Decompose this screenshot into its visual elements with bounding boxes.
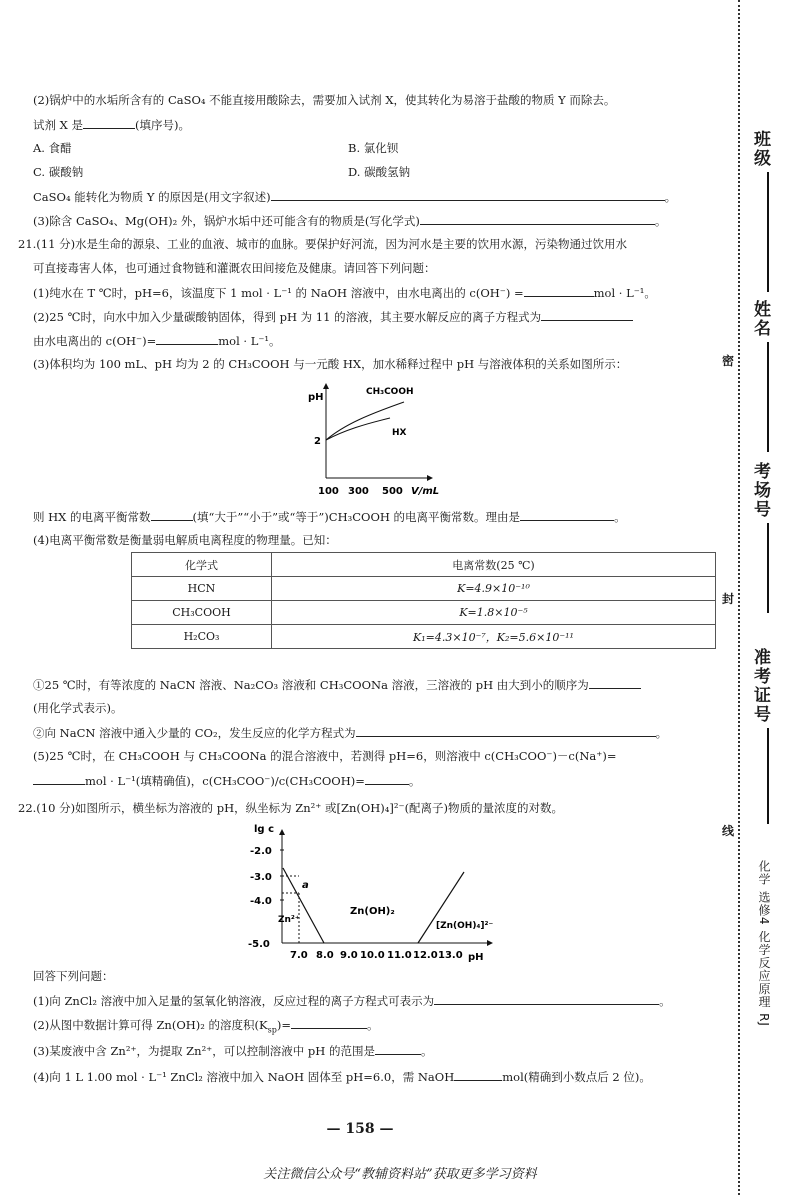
region-hydroxide-label: Zn(OH)₂ bbox=[350, 906, 395, 917]
ticket-label: 准考证号 bbox=[750, 648, 770, 724]
class-underline bbox=[767, 172, 769, 292]
x-tick-label: 13.0 bbox=[438, 950, 463, 961]
answer-blank[interactable] bbox=[524, 284, 594, 297]
region-complex-label: [Zn(OH)₄]²⁻ bbox=[436, 921, 494, 931]
series-ch3cooh-label: CH₃COOH bbox=[366, 387, 414, 397]
x-tick-label: 300 bbox=[348, 486, 369, 497]
class-label: 班级 bbox=[750, 130, 770, 168]
ionization-constants-table bbox=[131, 552, 716, 649]
q22-answer-prompt: 回答下列问题： bbox=[33, 969, 114, 983]
q22-part3: (3)某废液中含 Zn²⁺，为提取 Zn²⁺，可以控制溶液中 pH 的范围是 。 bbox=[33, 1044, 433, 1058]
x-tick-label: 10.0 bbox=[360, 950, 385, 961]
y-tick-label: -4.0 bbox=[250, 896, 272, 907]
x-tick-label: 9.0 bbox=[340, 950, 358, 961]
q21-sub2: ②向 NaCN 溶液中通入少量的 CO₂，发生反应的化学方程式为 。 bbox=[33, 726, 668, 740]
q20-part2-line2: 试剂 X 是 (填序号)。 bbox=[33, 118, 190, 132]
ticket-field[interactable] bbox=[748, 648, 788, 824]
q21-part2-line2: 由水电离出的 c(OH⁻)= mol · L⁻¹。 bbox=[33, 334, 281, 348]
y-tick-label: -3.0 bbox=[250, 872, 272, 883]
answer-blank[interactable] bbox=[83, 116, 135, 129]
y-tick-label: -2.0 bbox=[250, 846, 272, 857]
table-header: 电离常数(25 ℃) bbox=[272, 553, 716, 577]
q22-part2: (2)从图中数据计算可得 Zn(OH)₂ 的溶度积$(K_{sp})=$ 。 bbox=[33, 1018, 379, 1035]
footer-note: 关注微信公众号“教辅资料站”获取更多学习资料 bbox=[263, 1167, 537, 1182]
seal-mark: 封 bbox=[722, 592, 735, 606]
x-tick-label: 8.0 bbox=[316, 950, 334, 961]
point-a-label: a bbox=[302, 880, 309, 891]
x-tick-label: 12.0 bbox=[413, 950, 438, 961]
y-axis-label: lg c bbox=[254, 824, 274, 835]
table-cell: K=4.9×10⁻¹⁰ bbox=[272, 577, 716, 601]
q22-part1: (1)向 ZnCl₂ 溶液中加入足量的氢氧化钠溶液，反应过程的离子方程式可表示为 。 bbox=[33, 994, 671, 1008]
q21-part1: (1)纯水在 T ℃时，pH=6，该温度下 1 mol · L⁻¹ 的 NaOH 溶液中，由水电离出的 c(OH⁻) = mol · L⁻¹。 bbox=[33, 286, 656, 300]
q20-reason-line: CaSO₄ 能转化为物质 Y 的原因是(用文字叙述) 。 bbox=[33, 190, 677, 204]
answer-blank[interactable] bbox=[420, 212, 655, 225]
class-field[interactable] bbox=[748, 130, 788, 292]
q21-intro-1: 21.(11 分)水是生命的源泉、工业的血液、城市的血脉。要保护好河流，因为河水是主要的饮用水源，污染物通过饮用水 bbox=[18, 237, 628, 251]
table-row bbox=[132, 625, 716, 649]
page-number: — 158 — bbox=[326, 1121, 394, 1137]
course-label: 化学 选修4 化学反应原理 RJ bbox=[757, 860, 771, 1027]
name-field[interactable] bbox=[748, 300, 788, 452]
answer-blank[interactable] bbox=[156, 332, 218, 345]
room-field[interactable] bbox=[748, 462, 788, 613]
y-tick-label: 2 bbox=[314, 436, 321, 447]
x-tick-label: 100 bbox=[318, 486, 339, 497]
seal-mark: 线 bbox=[722, 824, 735, 838]
answer-blank[interactable] bbox=[365, 772, 409, 785]
option-d: D. 碳酸氢钠 bbox=[348, 165, 411, 179]
q21-part5-line1: (5)25 ℃时，在 CH₃COOH 与 CH₃COONa 的混合溶液中，若测得 pH=6，则溶液中 c(CH₃COO⁻)－c(Na⁺)= bbox=[33, 749, 617, 763]
q21-part3: (3)体积均为 100 mL、pH 均为 2 的 CH₃COOH 与一元酸 HX，加水稀释过程中 pH 与溶液体积的关系如图所示： bbox=[33, 357, 628, 371]
y-axis-label: pH bbox=[308, 392, 324, 403]
region-zn-label: Zn²⁺ bbox=[278, 915, 300, 925]
ph-volume-chart bbox=[300, 378, 450, 500]
name-underline bbox=[767, 342, 769, 452]
table-cell: H₂CO₃ bbox=[132, 625, 272, 649]
lgc-ph-chart bbox=[240, 818, 500, 964]
ticket-underline bbox=[767, 728, 769, 824]
q21-part2-line1: (2)25 ℃时，向水中加入少量碳酸钠固体，得到 pH 为 11 的溶液，其主要水解反应的离子方程式为 bbox=[33, 308, 633, 325]
q21-sub1-line1: ①25 ℃时，有等浓度的 NaCN 溶液、Na₂CO₃ 溶液和 CH₃COONa 溶液，三溶液的 pH 由大到小的顺序为 bbox=[33, 676, 641, 693]
option-c: C. 碳酸钠 bbox=[33, 165, 84, 179]
x-tick-label: 7.0 bbox=[290, 950, 308, 961]
room-label: 考场号 bbox=[750, 462, 770, 519]
q22-part4: (4)向 1 L 1.00 mol · L⁻¹ ZnCl₂ 溶液中加入 NaOH 固体至 pH=6.0，需 NaOH mol(精确到小数点后 2 位)。 bbox=[33, 1070, 651, 1084]
series-hx-curve bbox=[326, 418, 390, 440]
answer-blank[interactable] bbox=[291, 1016, 367, 1029]
table-row bbox=[132, 577, 716, 601]
q20-part3-line: (3)除含 CaSO₄、Mg(OH)₂ 外，锅炉水垢中还可能含有的物质是(写化学式) 。 bbox=[33, 214, 667, 228]
x-axis-label: V/mL bbox=[411, 486, 440, 497]
table-header-row bbox=[132, 553, 716, 577]
x-tick-label: 500 bbox=[382, 486, 403, 497]
q21-part4: (4)电离平衡常数是衡量弱电解质电离程度的物理量。已知： bbox=[33, 533, 337, 547]
answer-blank[interactable] bbox=[271, 188, 665, 201]
answer-blank[interactable] bbox=[541, 308, 633, 321]
answer-blank[interactable] bbox=[356, 724, 656, 737]
q21-intro-2: 可直接毒害人体，也可通过食物链和灌溉农田间接危及健康。请回答下列问题： bbox=[33, 261, 436, 275]
table-cell: K=1.8×10⁻⁵ bbox=[272, 601, 716, 625]
y-tick-label: -5.0 bbox=[248, 939, 270, 950]
table-cell: K₁=4.3×10⁻⁷，K₂=5.6×10⁻¹¹ bbox=[272, 625, 716, 649]
table-row bbox=[132, 601, 716, 625]
answer-blank[interactable] bbox=[33, 772, 85, 785]
option-b: B. 氯化钡 bbox=[348, 141, 399, 155]
zincate-boundary-line bbox=[418, 872, 464, 943]
x-tick-label: 11.0 bbox=[387, 950, 412, 961]
answer-blank[interactable] bbox=[454, 1068, 502, 1081]
answer-blank[interactable] bbox=[589, 676, 641, 689]
q21-part3-question: 则 HX 的电离平衡常数 (填“大于”“小于”或“等于”)CH₃COOH 的电离平衡常数。理由是 。 bbox=[33, 510, 626, 524]
answer-blank[interactable] bbox=[520, 508, 614, 521]
table-cell: CH₃COOH bbox=[132, 601, 272, 625]
name-label: 姓名 bbox=[750, 300, 770, 338]
table-header: 化学式 bbox=[132, 553, 272, 577]
q22-intro: 22.(10 分)如图所示，横坐标为溶液的 pH，纵坐标为 Zn²⁺ 或[Zn(OH)₄]²⁻(配离子)物质的量浓度的对数。 bbox=[18, 801, 564, 815]
table-cell: HCN bbox=[132, 577, 272, 601]
answer-blank[interactable] bbox=[375, 1042, 421, 1055]
answer-blank[interactable] bbox=[434, 992, 659, 1005]
q21-sub1-line2: (用化学式表示)。 bbox=[33, 701, 123, 715]
seal-mark: 密 bbox=[722, 354, 735, 368]
q21-part5-line2: mol · L⁻¹(填精确值)，c(CH₃COO⁻)/c(CH₃COOH)= 。 bbox=[33, 772, 420, 789]
answer-blank[interactable] bbox=[151, 508, 193, 521]
option-a: A. 食醋 bbox=[33, 141, 72, 155]
series-hx-label: HX bbox=[392, 428, 407, 438]
binding-dotted-line bbox=[738, 0, 740, 1195]
room-underline bbox=[767, 523, 769, 613]
q20-part2-line1: (2)锅炉中的水垢所含有的 CaSO₄ 不能直接用酸除去，需要加入试剂 X，使其转化为易溶于盐酸的物质 Y 而除去。 bbox=[33, 93, 616, 107]
x-axis-label: pH bbox=[468, 952, 484, 963]
